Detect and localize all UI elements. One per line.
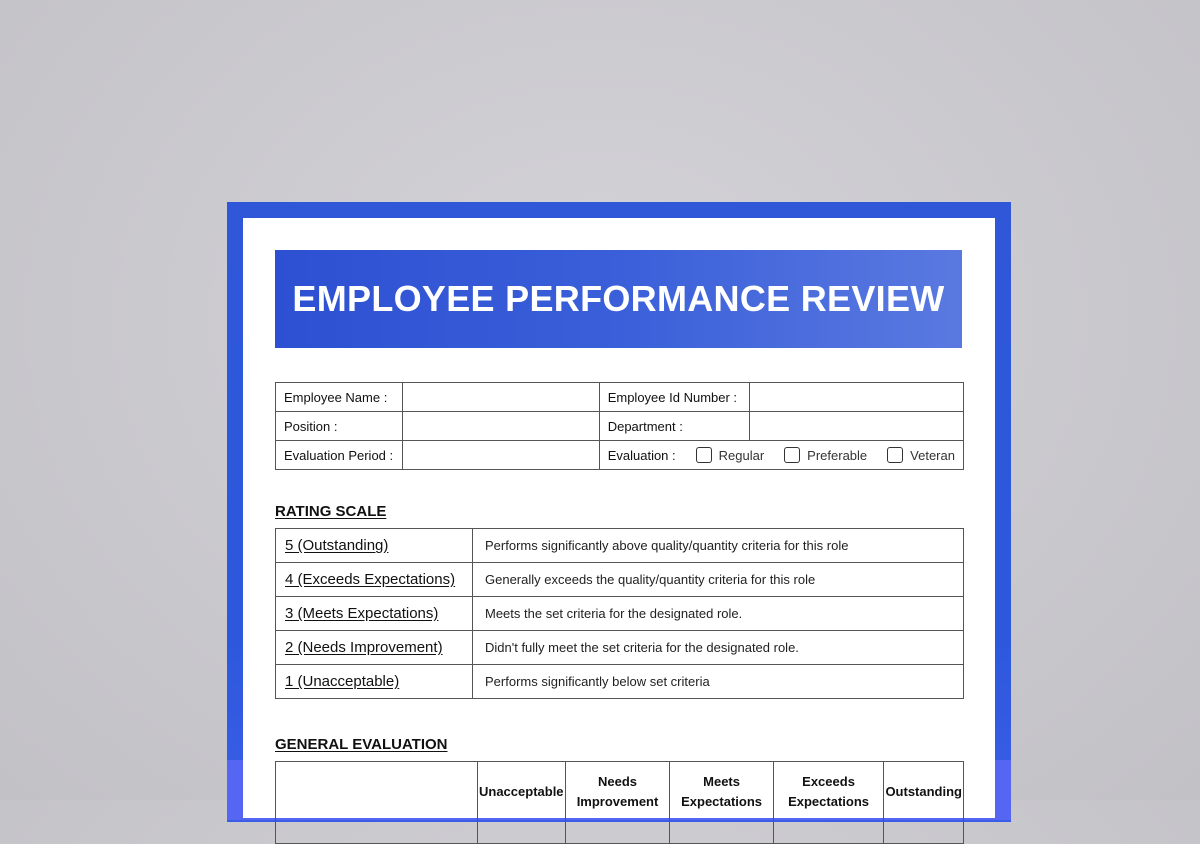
checkbox-veteran[interactable] — [887, 447, 955, 463]
rating-scale-table — [275, 528, 964, 699]
rating-description: Didn't fully meet the set criteria for the designated role. — [473, 631, 964, 665]
checkbox-icon[interactable] — [696, 447, 712, 463]
title-banner — [275, 250, 962, 348]
department-label: Department : — [599, 412, 749, 441]
general-evaluation-heading: GENERAL EVALUATION — [275, 736, 448, 753]
info-row — [276, 383, 964, 412]
employee-id-field[interactable] — [749, 383, 963, 412]
checkbox-veteran-label: Veteran — [910, 447, 955, 463]
rating-level: 1 (Unacceptable) — [276, 665, 473, 699]
form-title: EMPLOYEE PERFORMANCE REVIEW — [292, 278, 945, 319]
position-field[interactable] — [402, 412, 599, 441]
employee-info-table — [275, 382, 964, 470]
checkbox-icon[interactable] — [784, 447, 800, 463]
rating-description: Meets the set criteria for the designated role. — [473, 597, 964, 631]
rating-description: Generally exceeds the quality/quantity criteria for this role — [473, 563, 964, 597]
checkbox-regular[interactable] — [696, 447, 765, 463]
info-row — [276, 441, 964, 470]
rating-row — [276, 631, 964, 665]
info-row — [276, 412, 964, 441]
general-header-row — [276, 762, 964, 844]
column-meets-expectations: Meets Expectations — [670, 762, 773, 844]
rating-description: Performs significantly below set criteria — [473, 665, 964, 699]
position-label: Position : — [276, 412, 403, 441]
rating-row — [276, 529, 964, 563]
rating-level: 2 (Needs Improvement) — [276, 631, 473, 665]
evaluation-cell — [599, 441, 963, 470]
checkbox-preferable-label: Preferable — [807, 447, 868, 463]
column-unacceptable: Unacceptable — [478, 762, 566, 844]
rating-row — [276, 563, 964, 597]
rating-row — [276, 665, 964, 699]
checkbox-icon[interactable] — [887, 447, 903, 463]
rating-level: 5 (Outstanding) — [276, 529, 473, 563]
evaluation-label: Evaluation : — [607, 447, 676, 463]
column-exceeds-expectations: Exceeds Expectations — [773, 762, 884, 844]
rating-level: 4 (Exceeds Expectations) — [276, 563, 473, 597]
column-needs-improvement: Needs Improvement — [565, 762, 670, 844]
evaluation-period-label: Evaluation Period : — [276, 441, 403, 470]
department-field[interactable] — [749, 412, 963, 441]
checkbox-preferable[interactable] — [784, 447, 867, 463]
employee-name-label: Employee Name : — [276, 383, 403, 412]
evaluation-period-field[interactable] — [402, 441, 599, 470]
rating-scale-heading: RATING SCALE — [275, 503, 387, 520]
rating-row — [276, 597, 964, 631]
criteria-header — [276, 762, 478, 844]
employee-name-field[interactable] — [402, 383, 599, 412]
rating-level: 3 (Meets Expectations) — [276, 597, 473, 631]
employee-id-label: Employee Id Number : — [599, 383, 749, 412]
column-outstanding: Outstanding — [884, 762, 964, 844]
rating-description: Performs significantly above quality/quantity criteria for this role — [473, 529, 964, 563]
general-evaluation-table — [275, 761, 964, 844]
checkbox-regular-label: Regular — [718, 447, 765, 463]
